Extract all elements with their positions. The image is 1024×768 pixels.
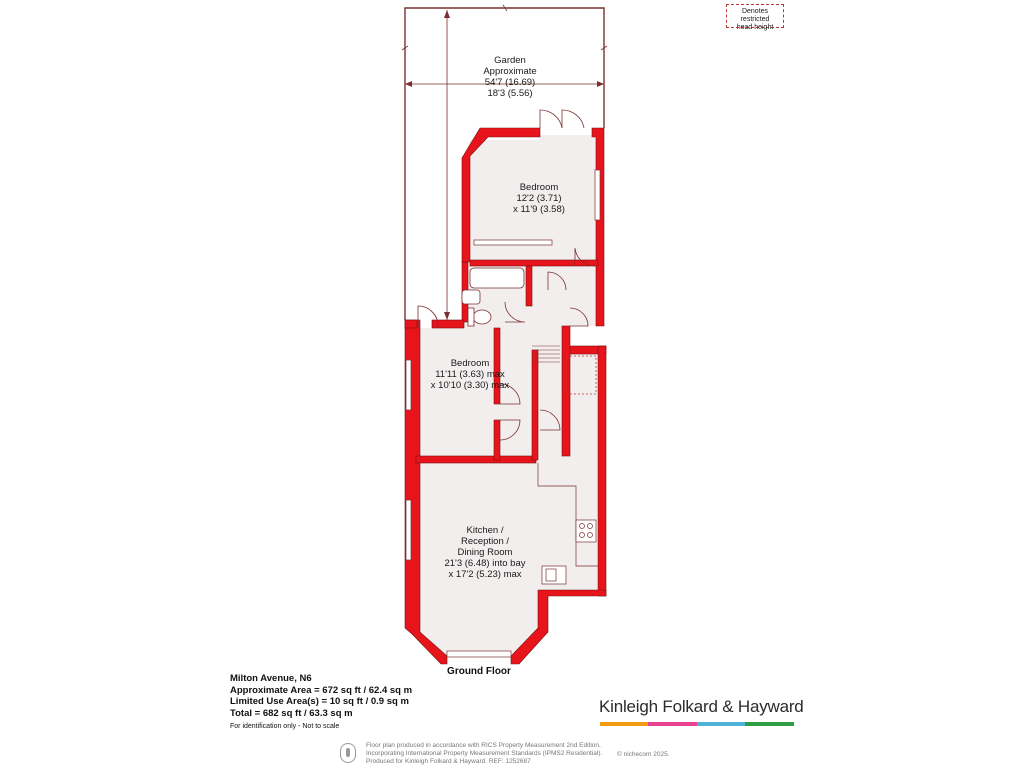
- garden-dim-2: 18'3 (5.56): [487, 88, 533, 99]
- property-total: Total = 682 sq ft / 63.3 sq m: [230, 707, 353, 719]
- garden-name-2: Approximate: [483, 66, 537, 77]
- property-limited-area: Limited Use Area(s) = 10 sq ft / 0.9 sq m: [230, 696, 409, 707]
- property-info: [230, 673, 412, 733]
- basin: [462, 290, 480, 304]
- footer-text: [366, 742, 602, 766]
- legend-line-1: Denotes restricted: [740, 8, 770, 23]
- brand-bar-blue: [697, 722, 745, 726]
- bedroom-rear-dim-1: 12'2 (3.71): [516, 193, 562, 204]
- hob: [576, 520, 596, 542]
- kitchen-dim-2: x 17'2 (5.23) max: [448, 569, 522, 580]
- footer-line-1: Floor plan produced in accordance with RICS Property Measurement 2nd Edition,: [366, 742, 601, 749]
- brand-name: Kinleigh Folkard & Hayward: [599, 697, 804, 716]
- footer-line-3: Produced for Kinleigh Folkard & Hayward. REF: 1252687: [366, 758, 531, 765]
- property-disclaimer: For identification only - Not to scale: [230, 723, 340, 730]
- kitchen-name-2: Reception /: [460, 536, 510, 547]
- bedroom-front-label: [418, 358, 522, 391]
- bedroom-front-name: Bedroom: [450, 358, 490, 369]
- brand-bar-orange: [600, 722, 648, 726]
- footer-line-2: Incorporating International Property Measurement Standards (IPMS2 Residential).: [366, 750, 603, 757]
- bedroom-front-dim-1: 11'11 (3.63) max: [435, 369, 505, 380]
- garden-label: [460, 55, 560, 99]
- floor-name: Ground Floor: [447, 666, 511, 677]
- legend-line-2: head height: [736, 24, 774, 31]
- brand-bar-pink: [648, 722, 697, 726]
- garden-dim-1: 54'7 (16.69): [484, 77, 536, 88]
- kitchen-name-1: Kitchen /: [466, 525, 504, 536]
- brand-bar-green: [745, 722, 794, 726]
- restricted-height-legend: [726, 4, 784, 31]
- bedroom-rear-label: [489, 182, 589, 215]
- kitchen-dim-1: 21'3 (6.48) into bay: [444, 558, 526, 569]
- bedroom-rear-dim-2: x 11'9 (3.58): [513, 204, 565, 215]
- property-address: Milton Avenue, N6: [230, 673, 312, 684]
- kitchen-name-3: Dining Room: [457, 547, 513, 558]
- bedroom-front-dim-2: x 10'10 (3.30) max: [430, 380, 510, 391]
- footer-copyright: © nichecom 2025.: [617, 751, 670, 758]
- property-approx-area: Approximate Area = 672 sq ft / 62.4 sq m: [230, 684, 413, 696]
- toilet: [473, 310, 491, 324]
- bathtub: [470, 268, 524, 288]
- bedroom-rear-name: Bedroom: [519, 182, 559, 193]
- kitchen-label: [432, 525, 538, 580]
- nichecom-logo-icon: [340, 743, 356, 763]
- garden-name-1: Garden: [494, 55, 526, 66]
